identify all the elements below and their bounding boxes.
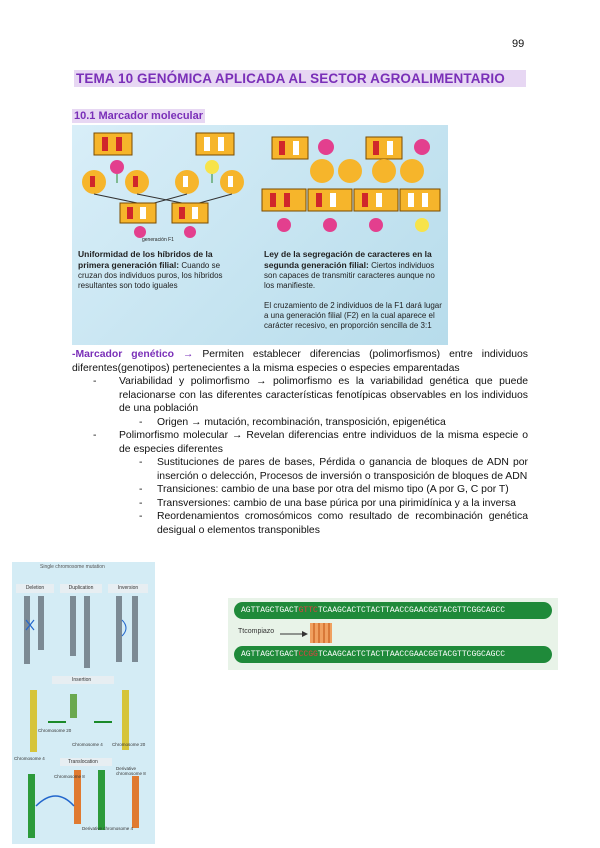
bullet-text: Variabilidad y polimorfismo → polimorfismo es la variabilidad genética que puede relacionarse con las diferentes características fenotípicas observables en los individuos de una población — [119, 376, 528, 414]
derivative-8-label: Derivative chromosome 8 — [116, 766, 146, 776]
list-item: - Transversiones: cambio de una base púrica por una pirimidínica y a la inversa — [157, 497, 528, 511]
chromosome-top-label: Single chromosome mutation — [40, 564, 105, 570]
mendel-left-caption-text: Cuando se cruzan dos individuos puros, los híbridos resultantes son todo iguales — [78, 261, 223, 290]
dna-bottom-part-a: AGTTAGCTGACT — [241, 650, 299, 659]
chromosome-deletion-label: Deletion — [16, 584, 54, 593]
mendel-right-caption-bold: Ley de la segregación de caracteres en la segunda generación filial: — [264, 249, 432, 270]
dna-sequence-bottom — [234, 646, 552, 663]
sub-list — [119, 456, 528, 537]
chromosome-20b-label: Chromosome 20 — [112, 742, 146, 747]
mendel-figure — [72, 125, 448, 345]
bullet-list — [72, 375, 528, 537]
page-number: 99 — [512, 38, 525, 50]
dna-sequence-figure — [228, 598, 558, 670]
section-heading: 10.1 Marcador molecular — [74, 110, 204, 122]
intro-text: Permiten establecer diferencias (polimorfismos) entre individuos diferentes(genotipos) pertenecientes a la misma especies o especies emparentadas — [72, 349, 528, 374]
dna-top-highlight: GTTC — [298, 606, 318, 615]
mendel-right-caption-text: Ciertos individuos son capaces de transmitir caracteres aunque no los manifieste. — [264, 261, 435, 290]
dna-base-pairs-icon — [310, 622, 334, 644]
mendel-diagram — [72, 125, 448, 249]
chromosome-mutation-figure — [12, 562, 155, 844]
mendel-f1-label: generación F1 — [142, 237, 174, 243]
chromosome-20-label: Chromosome 20 — [38, 728, 72, 733]
intro-term: -Marcador genético → — [72, 349, 194, 360]
chromosome-inversion-label: Inversion — [108, 584, 148, 593]
mendel-right-caption-extra: El cruzamiento de 2 individuos de la F1 dará lugar a una generación filial (F2) en la cual aparece el carácter recesivo, en proporción sencilla de 3:1 — [264, 301, 442, 330]
chromosome-insertion-label: Insertion — [72, 677, 92, 683]
mendel-right-caption — [264, 249, 444, 291]
chromosome-8-label: Chromosome 8 — [54, 774, 85, 779]
chromosome-diagram — [12, 562, 155, 844]
list-item: - Transiciones: cambio de una base por otra del mismo tipo (A por G, C por T) — [157, 483, 528, 497]
chromosome-4-label: Chromosome 4 — [14, 756, 45, 761]
mendel-left-caption — [78, 249, 246, 291]
sub-list — [119, 416, 528, 430]
intro-paragraph — [72, 348, 528, 375]
chromosome-translocation-label: Translocation — [68, 759, 98, 765]
dna-top-part-b: TCAAGCACTCTACTTAACCGAACGGTACGTTCGGCAGCC — [317, 606, 506, 615]
list-item: - Origen → mutación, recombinación, transposición, epigenética — [157, 416, 528, 430]
dna-label: Ttcompiazo — [238, 628, 275, 635]
page-title: TEMA 10 GENÓMICA APLICADA AL SECTOR AGROALIMENTARIO — [74, 70, 526, 87]
dna-sequence-top — [234, 602, 552, 619]
list-item — [119, 375, 528, 429]
body-text — [72, 348, 528, 537]
chromosome-duplication-label: Duplication — [60, 584, 102, 593]
dna-bottom-highlight: CCGG — [298, 650, 318, 659]
list-item — [119, 429, 528, 537]
dna-bottom-part-b: TCAAGCACTCTACTTAACCGAACGGTACGTTCGGCAGCC — [317, 650, 506, 659]
derivative-4-label: Derivative chromosome 4 — [82, 826, 134, 831]
bullet-text: Polimorfismo molecular → Revelan diferencias entre individuos de la misma especie o de especies diferentes — [119, 430, 528, 455]
list-item: - Reordenamientos cromosómicos como resultado de recombinación genética desigual o elementos transponibles — [157, 510, 528, 537]
chromosome-4b-label: Chromosome 4 — [72, 742, 103, 747]
list-item: - Sustituciones de pares de bases, Pérdida o ganancia de bloques de ADN por inserción o delección, Procesos de inversión o transposición de bloques de ADN — [157, 456, 528, 483]
mendel-left-caption-bold: Uniformidad de los híbridos de la primera generación filial: — [78, 249, 213, 270]
dna-top-part-a: AGTTAGCTGACT — [241, 606, 299, 615]
